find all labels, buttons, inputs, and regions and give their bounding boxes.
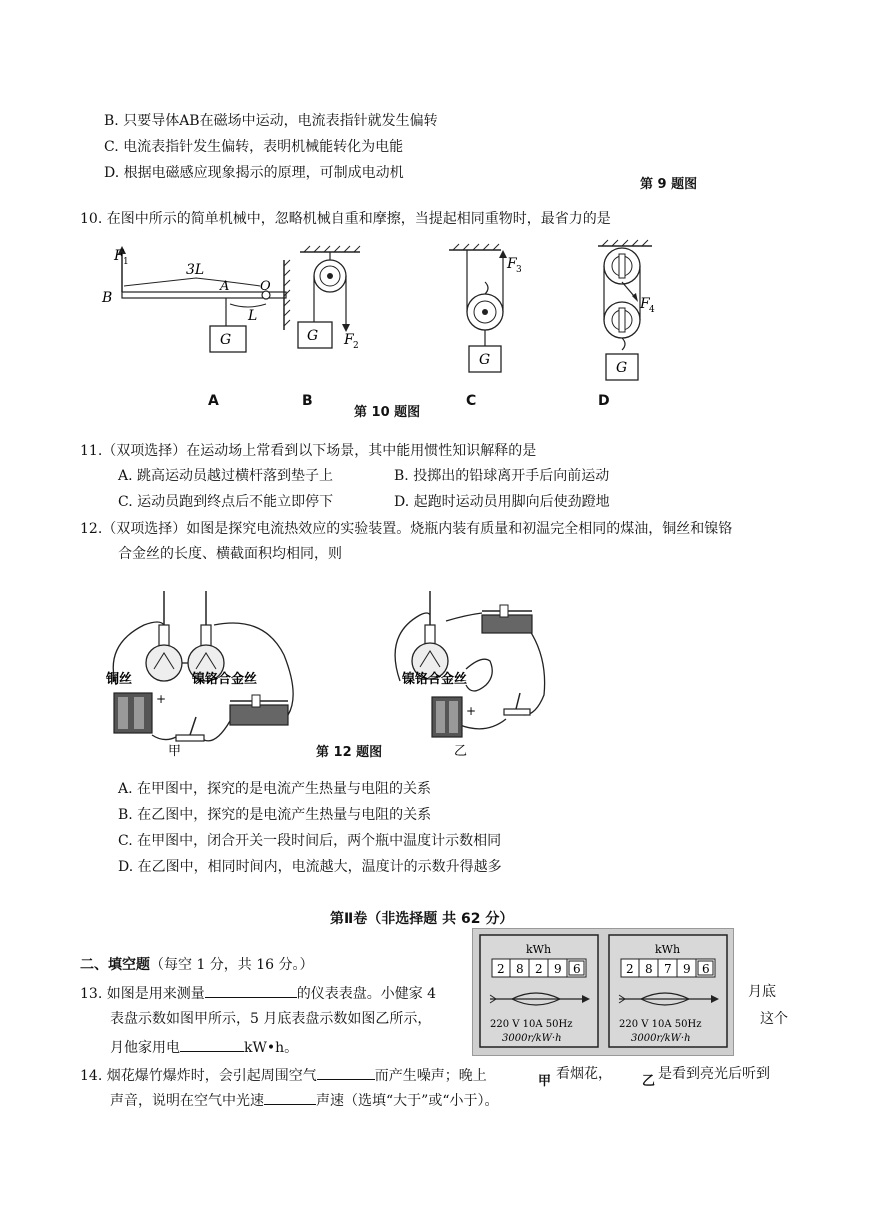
- q13-line1-b: 的仪表表盘。小健家 4: [296, 986, 437, 1002]
- q10b-weight-label: G: [307, 328, 319, 344]
- q13-blank-2[interactable]: [180, 1037, 244, 1052]
- q11-option-d: D. 起跑时运动员用脚向后使劲蹬地: [394, 494, 610, 510]
- q12-jia-plus-sign: +: [156, 692, 167, 706]
- q13-line1: [80, 983, 436, 1003]
- meter-yi-digit-3: 7: [664, 962, 672, 976]
- q10c-force-sub: 3: [516, 265, 522, 275]
- meter-jia-rate: 3000r/kW·h: [502, 1033, 562, 1044]
- meter-jia-digit-1: 2: [497, 962, 505, 976]
- q12-option-a: A. 在甲图中，探究的是电流产生热量与电阻的关系: [118, 781, 432, 797]
- meter-label-yi: 乙: [642, 1074, 656, 1089]
- q14-line1-c: 看烟花，: [556, 1066, 612, 1082]
- q10b-force-label: F: [344, 332, 354, 348]
- q10d-weight-label: G: [616, 360, 628, 376]
- q12-jia-copper-label: 铜丝: [106, 672, 133, 687]
- section-title: 二、填空题: [80, 957, 150, 973]
- q14-line2: [110, 1090, 498, 1110]
- q13-line3-b: kW•h。: [244, 1040, 299, 1056]
- meter-yi-digit-4: 9: [683, 962, 691, 976]
- meter-jia-unit: kWh: [526, 943, 552, 956]
- q10c-weight-label: G: [479, 352, 491, 368]
- q9-option-d: D. 根据电磁感应现象揭示的原理，可制成电动机: [104, 165, 404, 181]
- q10-label-a: A: [208, 393, 219, 409]
- q11-option-b: B. 投掷出的铅球离开手后向前运动: [394, 468, 610, 484]
- meter-jia-digit-3: 2: [535, 962, 543, 976]
- q14-line1: [80, 1065, 487, 1085]
- q11-option-c: C. 运动员跑到终点后不能立即停下: [118, 494, 334, 510]
- q12-stem-line1: 12.（双项选择）如图是探究电流热效应的实验装置。烧瓶内装有质量和初温完全相同的煤油，铜丝和镍铬: [80, 521, 733, 537]
- q12-option-d: D. 在乙图中，相同时间内，电流越大，温度计的示数升得越多: [118, 859, 502, 875]
- q10d-force-sub: 4: [649, 305, 655, 315]
- q14-line2-c: ）。: [477, 1093, 499, 1109]
- meter-jia-digit-4: 9: [554, 962, 562, 976]
- q12-option-b: B. 在乙图中，探究的是电流产生热量与电阻的关系: [118, 807, 432, 823]
- meter-yi-digit-5: 6: [702, 962, 710, 976]
- q14-line1-a: 14. 烟花爆竹爆炸时，会引起周围空气: [80, 1068, 317, 1084]
- q12-yi-nichrome-label: 镍铬合金丝: [402, 672, 468, 687]
- q12-stem-line2: 合金丝的长度、横截面积均相同，则: [118, 546, 342, 562]
- q12-figure-caption: 第 12 题图: [316, 745, 383, 760]
- q14-line1-d: 是看到亮光后听到: [658, 1066, 770, 1082]
- meter-yi-unit: kWh: [655, 943, 681, 956]
- q12-jia-label: 甲: [168, 744, 182, 759]
- q10-stem: 10. 在图中所示的简单机械中，忽略机械自重和摩擦，当提起相同重物时，最省力的是: [80, 211, 611, 227]
- meter-label-jia: 甲: [538, 1074, 552, 1089]
- q10-figure-a-lever: [100, 240, 290, 360]
- meter-yi-digit-2: 8: [645, 962, 653, 976]
- q13-line1-a: 13. 如图是用来测量: [80, 986, 205, 1002]
- q13-line3-a: 月他家用电: [110, 1040, 180, 1056]
- q10a-length-3l: 3L: [186, 262, 205, 278]
- q13-blank-1[interactable]: [205, 983, 297, 998]
- q10-figure-c-movable-pulley: [445, 236, 535, 376]
- section-note: （每空 1 分，共 16 分。）: [150, 957, 314, 973]
- meter-jia-digit-2: 8: [516, 962, 524, 976]
- q10a-weight-label: G: [220, 332, 232, 348]
- q13-line2: 表盘示数如图甲所示，5 月底表盘示数如图乙所示，: [110, 1011, 432, 1027]
- meter-jia-spec: 220 V 10A 50Hz: [490, 1019, 573, 1030]
- electric-meter-figure: [472, 928, 734, 1056]
- q10a-force-label: F: [114, 248, 124, 264]
- q9-figure-caption: 第 9 题图: [640, 177, 698, 192]
- q10-label-c: C: [466, 393, 477, 409]
- q13-line3: [110, 1037, 298, 1057]
- q9-option-b: B. 只要导体AB在磁场中运动，电流表指针就发生偏转: [104, 113, 438, 129]
- q10-label-b: B: [302, 393, 313, 409]
- q14-line2-a: 声音，说明在空气中光速: [110, 1093, 264, 1109]
- q13-line2-end: 这个: [760, 1011, 788, 1027]
- q13-line1-end: 月底: [748, 984, 776, 1000]
- q10a-point-b: B: [102, 290, 113, 306]
- q10-label-d: D: [598, 393, 610, 409]
- section-heading: [80, 956, 314, 974]
- meter-yi-spec: 220 V 10A 50Hz: [619, 1019, 702, 1030]
- q12-option-c: C. 在甲图中，闭合开关一段时间后，两个瓶中温度计示数相同: [118, 833, 502, 849]
- q14-blank-2[interactable]: [264, 1090, 316, 1105]
- q12-yi-label: 乙: [454, 744, 468, 759]
- meter-jia-digit-5: 6: [573, 962, 581, 976]
- q12-yi-plus-sign: +: [466, 704, 477, 718]
- q12-figure-jia-circuit: [104, 585, 314, 765]
- q10c-force-label: F: [507, 256, 517, 272]
- q12-jia-nichrome-label: 镍铬合金丝: [192, 672, 258, 687]
- q10-figure-d-pulley-block: [592, 236, 682, 386]
- q11-stem: 11.（双项选择）在运动场上常看到以下场景，其中能用惯性知识解释的是: [80, 443, 537, 459]
- q10a-point-a: A: [220, 279, 230, 294]
- q10b-force-sub: 2: [353, 341, 359, 351]
- q10a-force-sub: 1: [123, 257, 129, 267]
- q10d-force-label: F: [640, 296, 650, 312]
- q14-line1-b: 而产生噪声；晚上: [374, 1068, 487, 1084]
- meter-jia: [476, 931, 602, 1053]
- q11-option-a: A. 跳高运动员越过横杆落到垫子上: [118, 468, 334, 484]
- q10a-length-l: L: [248, 308, 258, 324]
- q10-figure-caption: 第 10 题图: [354, 405, 421, 420]
- meter-yi-rate: 3000r/kW·h: [631, 1033, 691, 1044]
- q10-figure-b-fixed-pulley: [294, 240, 374, 360]
- part2-heading: 第Ⅱ卷（非选择题 共 62 分）: [330, 911, 514, 927]
- q14-blank-1[interactable]: [317, 1065, 375, 1080]
- q9-option-c: C. 电流表指针发生偏转，表明机械能转化为电能: [104, 139, 404, 155]
- q10a-point-o: O: [260, 279, 271, 294]
- meter-yi-digit-1: 2: [626, 962, 634, 976]
- meter-yi: [605, 931, 731, 1053]
- q12-figure-yi-circuit: [386, 585, 556, 765]
- q14-line2-b: 声速（选填“大于”或“小于: [316, 1093, 478, 1109]
